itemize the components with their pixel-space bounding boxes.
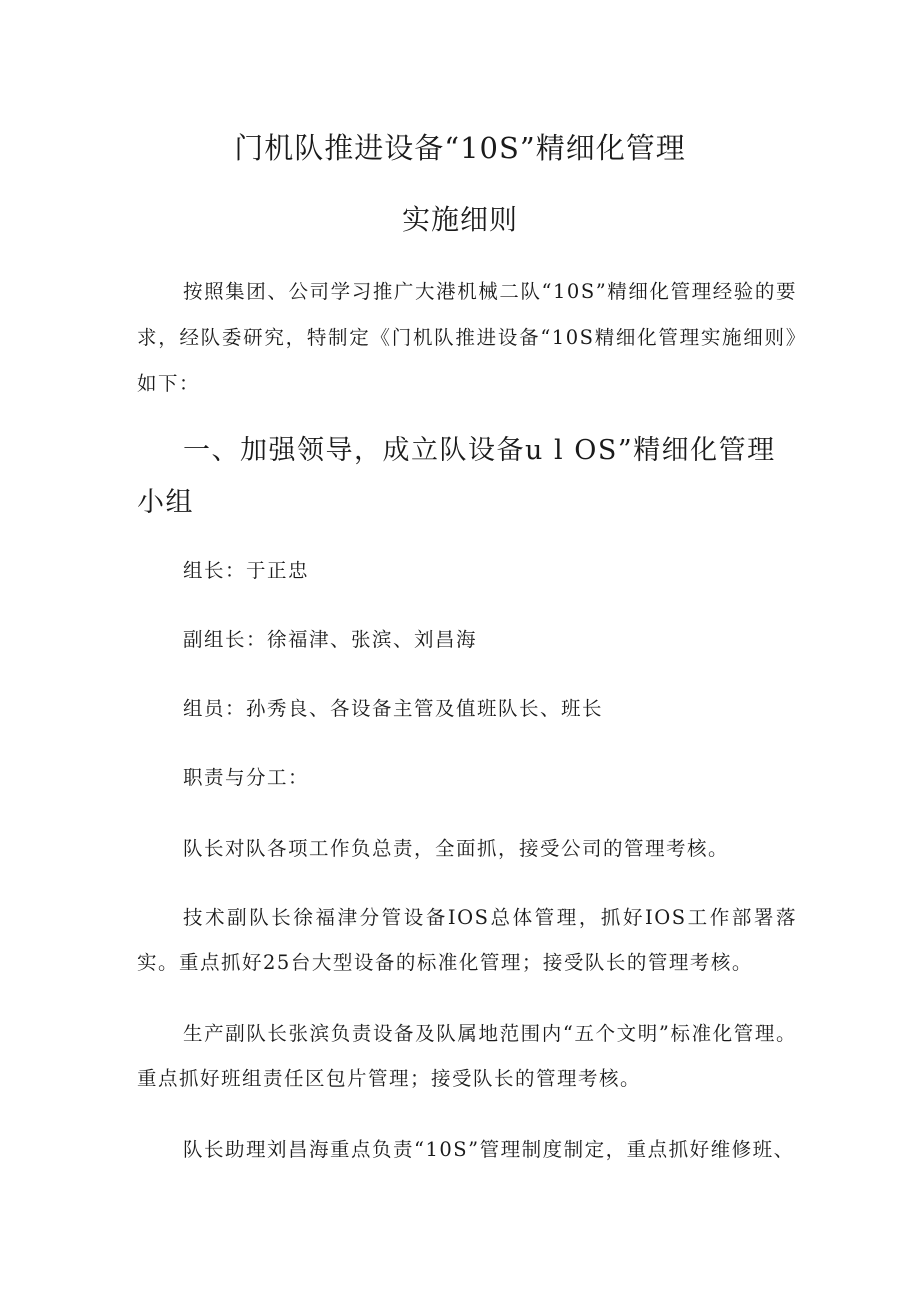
leader-line: 组长：于正忠 xyxy=(183,559,310,582)
deputy-leaders-line: 副组长：徐福津、张滨、刘昌海 xyxy=(183,628,478,651)
duties-label: 职责与分工： xyxy=(183,766,310,789)
duty-production-paragraph: 生产副队长张滨负责设备及队属地范围内“五个文明”标准化管理。重点抓好班组责任区包片管理；接受队长的管理考核。 xyxy=(137,1022,797,1090)
members-line: 组员：孙秀良、各设备主管及值班队长、班长 xyxy=(183,697,604,720)
duty-tech-paragraph: 技术副队长徐福津分管设备IOS总体管理，抓好IOS工作部署落实。重点抓好25台大型设备的标准化管理；接受队长的管理考核。 xyxy=(137,906,797,974)
document-title: 门机队推进设备“10S”精细化管理 xyxy=(234,131,686,165)
document-subtitle: 实施细则 xyxy=(401,203,518,236)
duty-captain-paragraph: 队长对队各项工作负总责，全面抓，接受公司的管理考核。 xyxy=(183,837,730,860)
intro-paragraph: 按照集团、公司学习推广大港机械二队“10S”精细化管理经验的要求，经队委研究，特制定《门机队推进设备“10S精细化管理实施细则》如下： xyxy=(137,280,797,395)
section-heading-1: 一、加强领导，成立队设备u l OS”精细化管理小组 xyxy=(137,435,776,518)
duty-assistant-paragraph: 队长助理刘昌海重点负责“10S”管理制度制定，重点抓好维修班、 xyxy=(183,1138,795,1161)
